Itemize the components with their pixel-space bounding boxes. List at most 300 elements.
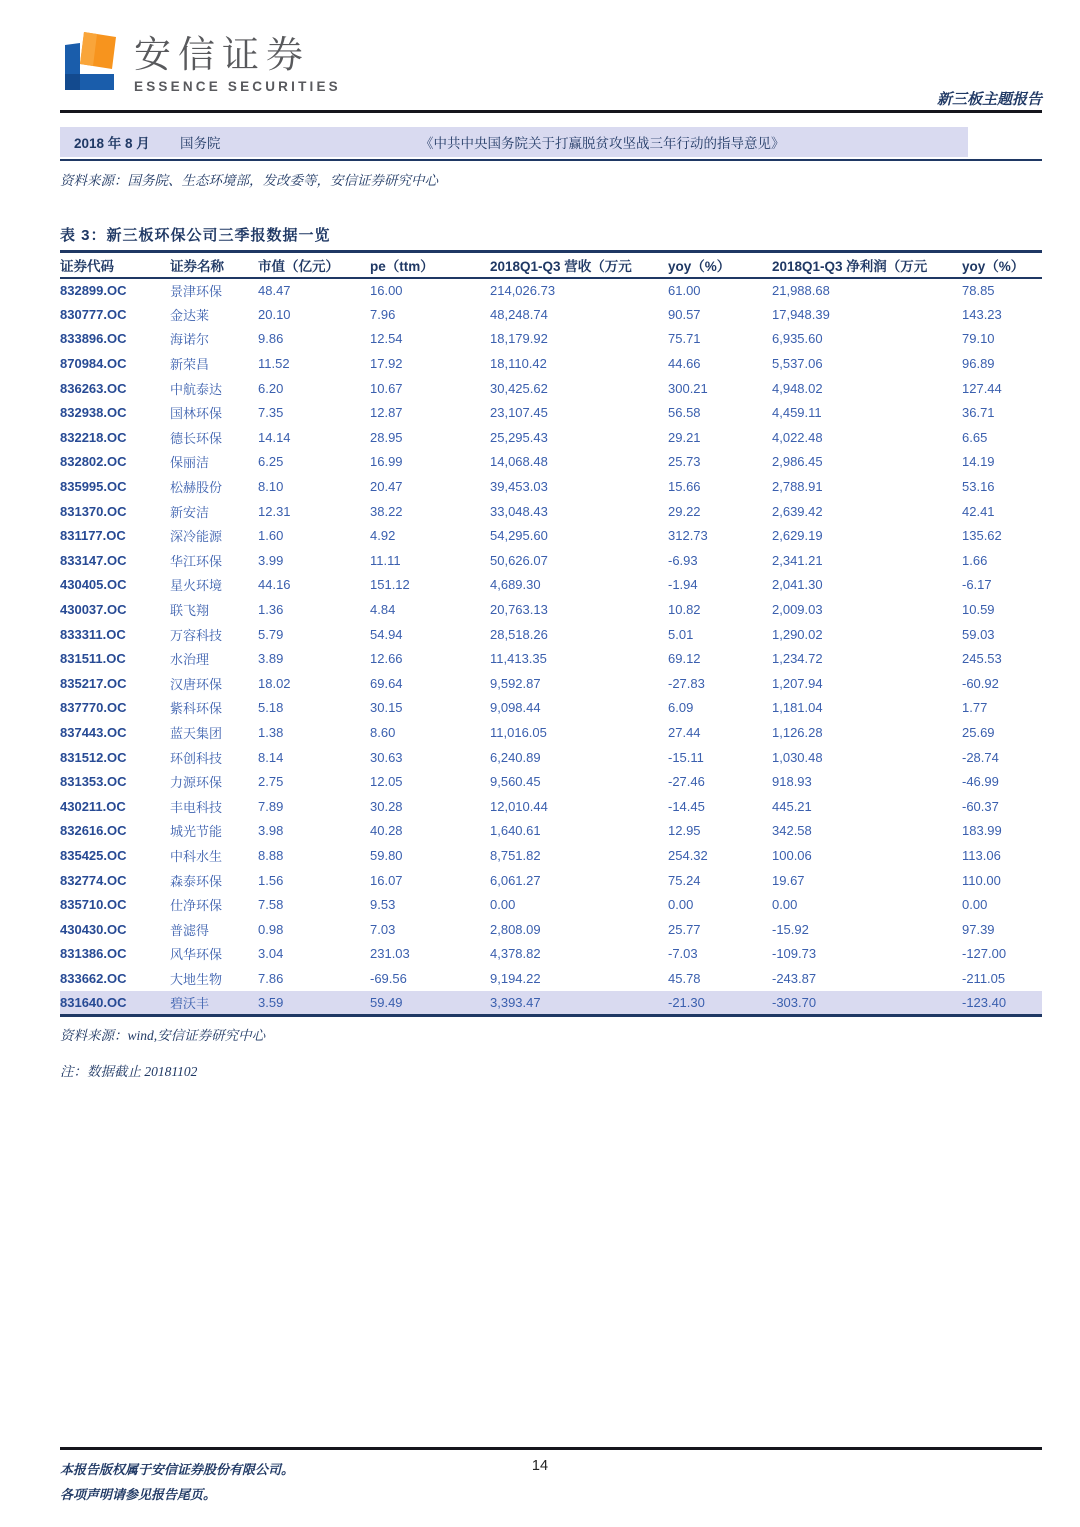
cell-profit: 5,537.06 [772, 356, 823, 372]
data-table [60, 250, 1042, 1017]
cell-rev-yoy: 69.12 [668, 651, 701, 667]
cell-revenue: 3,393.47 [490, 994, 541, 1010]
cell-name: 风华环保 [170, 947, 223, 963]
cell-mktcap: 9.86 [258, 331, 284, 347]
cell-revenue: 1,640.61 [490, 823, 541, 839]
cell-pe: 7.03 [370, 921, 396, 937]
cell-rev-yoy: 25.73 [668, 454, 701, 470]
cell-rev-yoy: 0.00 [668, 897, 694, 913]
table-row [60, 302, 1042, 327]
cell-pe: 12.87 [370, 405, 403, 421]
cell-profit-yoy: 110.00 [962, 872, 1001, 888]
cell-profit-yoy: 1.66 [962, 552, 988, 568]
cell-profit-yoy: 36.71 [962, 405, 995, 421]
cell-mktcap: 3.89 [258, 651, 284, 667]
cell-rev-yoy: 27.44 [668, 724, 701, 740]
cell-pe: 12.05 [370, 774, 403, 790]
cell-mktcap: 8.14 [258, 749, 284, 765]
cell-code: 835995.OC [60, 479, 127, 495]
cell-name: 松赫股份 [170, 480, 223, 496]
column-header-rev-yoy: yoy（%） [668, 252, 772, 278]
cell-name: 联飞翔 [170, 603, 210, 619]
cell-rev-yoy: 61.00 [668, 282, 701, 298]
cell-profit: 1,030.48 [772, 749, 823, 765]
policy-table-bottom-border [60, 159, 1042, 161]
cell-code: 831177.OC [60, 528, 126, 544]
cell-name: 新安洁 [170, 504, 210, 520]
cell-profit: 1,234.72 [772, 651, 823, 667]
cell-name: 海诺尔 [170, 332, 210, 348]
cell-rev-yoy: 300.21 [668, 380, 708, 396]
cell-profit: 2,341.21 [772, 552, 823, 568]
quarterly-report-table-section [60, 224, 1042, 1017]
cell-profit-yoy: 245.53 [962, 651, 1002, 667]
cell-mktcap: 2.75 [258, 774, 284, 790]
cell-profit: 2,629.19 [772, 528, 823, 544]
cell-pe: 4.92 [370, 528, 396, 544]
cell-code: 832774.OC [60, 872, 127, 888]
cell-code: 831511.OC [60, 651, 126, 667]
cell-pe: 20.47 [370, 479, 403, 495]
cell-code: 833147.OC [60, 552, 127, 568]
cell-rev-yoy: -1.94 [668, 577, 698, 593]
cell-name: 新荣昌 [170, 357, 210, 373]
cell-rev-yoy: 6.09 [668, 700, 694, 716]
cell-code: 836263.OC [60, 380, 127, 396]
cell-profit: 100.06 [772, 847, 812, 863]
brand-logo [60, 30, 1042, 94]
cell-revenue: 9,592.87 [490, 675, 541, 691]
column-header-mktcap: 市值（亿元） [258, 252, 370, 278]
cell-profit: 21,988.68 [772, 282, 830, 298]
cell-profit: 1,181.04 [772, 700, 823, 716]
cell-code: 832218.OC [60, 429, 127, 445]
cell-mktcap: 18.02 [258, 675, 291, 691]
table-row [60, 942, 1042, 967]
cell-pe: 151.12 [370, 577, 410, 593]
cell-pe: 16.00 [370, 282, 403, 298]
cell-mktcap: 7.35 [258, 405, 284, 421]
cell-rev-yoy: -15.11 [668, 749, 704, 765]
cell-pe: 11.11 [370, 552, 401, 568]
column-header-name: 证券名称 [170, 252, 258, 278]
table-row [60, 769, 1042, 794]
column-header-pe: pe（ttm） [370, 252, 490, 278]
cell-profit-yoy: 183.99 [962, 823, 1002, 839]
cell-name: 蓝天集团 [170, 725, 223, 741]
cell-profit-yoy: 42.41 [962, 503, 995, 519]
cell-profit-yoy: -46.99 [962, 774, 999, 790]
cell-profit-yoy: 127.44 [962, 380, 1002, 396]
cell-code: 832938.OC [60, 405, 127, 421]
cell-revenue: 6,061.27 [490, 872, 541, 888]
cell-pe: 28.95 [370, 429, 403, 445]
cell-revenue: 0.00 [490, 897, 516, 913]
policy-title: 《中共中央国务院关于打赢脱贫攻坚战三年行动的指导意见》 [420, 136, 785, 151]
cell-mktcap: 3.04 [258, 946, 284, 962]
table-row [60, 819, 1042, 844]
cell-profit: 445.21 [772, 798, 812, 814]
table-row [60, 671, 1042, 696]
cell-name: 中科水生 [170, 848, 223, 864]
cell-code: 833311.OC [60, 626, 126, 642]
cell-name: 森泰环保 [170, 873, 223, 889]
cell-profit: -15.92 [772, 921, 809, 937]
cell-profit-yoy: 79.10 [962, 331, 995, 347]
cell-pe: 30.28 [370, 798, 403, 814]
table-row [60, 376, 1042, 401]
cell-name: 中航泰达 [170, 381, 223, 397]
cell-name: 紫科环保 [170, 701, 223, 717]
cell-mktcap: 6.20 [258, 380, 284, 396]
cell-pe: 59.80 [370, 847, 403, 863]
brand-name-cn: 安信证券 [134, 34, 310, 75]
table-row [60, 745, 1042, 770]
cell-profit: 0.00 [772, 897, 798, 913]
cell-code: 430405.OC [60, 577, 127, 593]
cell-profit: 17,948.39 [772, 306, 830, 322]
brand-text [134, 36, 341, 94]
cell-profit: 2,009.03 [772, 602, 823, 618]
policy-table-row [60, 127, 968, 157]
cell-profit: -243.87 [772, 970, 817, 986]
cell-rev-yoy: 312.73 [668, 528, 708, 544]
footer-copyright-line2: 各项声明请参见报告尾页。 [60, 1486, 217, 1502]
cell-name: 汉唐环保 [170, 676, 223, 692]
cell-code: 831512.OC [60, 749, 127, 765]
cell-revenue: 4,689.30 [490, 577, 541, 593]
cell-code: 837443.OC [60, 724, 127, 740]
cell-name: 环创科技 [170, 750, 223, 766]
cell-rev-yoy: 75.24 [668, 872, 701, 888]
cell-mktcap: 1.38 [258, 724, 284, 740]
cell-revenue: 14,068.48 [490, 454, 548, 470]
footer-divider [60, 1447, 1042, 1450]
cell-pe: 16.07 [370, 872, 403, 888]
cell-rev-yoy: 56.58 [668, 405, 701, 421]
cell-profit-yoy: -211.05 [962, 970, 1006, 986]
cell-mktcap: 14.14 [258, 429, 291, 445]
cell-profit-yoy: -127.00 [962, 946, 1007, 962]
cell-profit: 4,948.02 [772, 380, 823, 396]
cell-rev-yoy: 12.95 [668, 823, 701, 839]
table-row [60, 696, 1042, 721]
cell-revenue: 2,808.09 [490, 921, 541, 937]
cell-profit-yoy: -60.37 [962, 798, 999, 814]
cell-profit: 2,788.91 [772, 479, 823, 495]
cell-mktcap: 5.18 [258, 700, 284, 716]
cell-rev-yoy: 44.66 [668, 356, 701, 372]
cell-revenue: 8,751.82 [490, 847, 541, 863]
cell-code: 831353.OC [60, 774, 127, 790]
cell-pe: 8.60 [370, 724, 396, 740]
cell-profit-yoy: 78.85 [962, 282, 995, 298]
cell-pe: 30.63 [370, 749, 403, 765]
cell-profit: 342.58 [772, 823, 812, 839]
cell-pe: 30.15 [370, 700, 403, 716]
cell-revenue: 9,098.44 [490, 700, 541, 716]
table-row [60, 278, 1042, 303]
cell-rev-yoy: 29.21 [668, 429, 701, 445]
cell-code: 835217.OC [60, 675, 127, 691]
cell-profit-yoy: 1.77 [962, 700, 988, 716]
cell-name: 城光节能 [170, 824, 223, 840]
cell-code: 837770.OC [60, 700, 127, 716]
cell-mktcap: 1.56 [258, 872, 284, 888]
cell-revenue: 11,413.35 [490, 651, 547, 667]
cell-name: 大地生物 [170, 971, 223, 987]
cell-profit: 2,986.45 [772, 454, 823, 470]
column-header-revenue: 2018Q1-Q3 营收（万元 [490, 252, 668, 278]
cell-profit-yoy: -60.92 [962, 675, 999, 691]
cell-code: 831640.OC [60, 994, 127, 1010]
cell-mktcap: 48.47 [258, 282, 291, 298]
table-row [60, 474, 1042, 499]
table-row [60, 400, 1042, 425]
cell-pe: 69.64 [370, 675, 403, 691]
cell-profit-yoy: 6.65 [962, 429, 988, 445]
cell-mktcap: 3.98 [258, 823, 284, 839]
cell-revenue: 18,110.42 [490, 356, 547, 372]
cell-profit-yoy: 135.62 [962, 528, 1002, 544]
cell-pe: 231.03 [370, 946, 410, 962]
cell-pe: 7.96 [370, 306, 396, 322]
column-header-profit-yoy: yoy（%） [962, 252, 1042, 278]
cell-code: 835425.OC [60, 847, 127, 863]
cell-mktcap: 12.31 [258, 503, 291, 519]
cell-code: 832616.OC [60, 823, 127, 839]
table-row [60, 917, 1042, 942]
cell-name: 星火环境 [170, 578, 223, 594]
cell-code: 833896.OC [60, 331, 127, 347]
essence-securities-logo-icon [60, 30, 120, 94]
cell-profit: 1,290.02 [772, 626, 823, 642]
page-number: 14 [531, 1458, 549, 1474]
cell-name: 丰电科技 [170, 799, 223, 815]
cell-name: 景津环保 [170, 283, 223, 299]
cell-revenue: 18,179.92 [490, 331, 548, 347]
table-row [60, 573, 1042, 598]
cell-pe: 54.94 [370, 626, 403, 642]
cell-profit-yoy: 96.89 [962, 356, 995, 372]
cell-revenue: 9,194.22 [490, 970, 541, 986]
cell-code: 430211.OC [60, 798, 126, 814]
cell-profit-yoy: -28.74 [962, 749, 999, 765]
table-row [60, 425, 1042, 450]
column-header-code: 证券代码 [60, 252, 170, 278]
cell-profit-yoy: 14.19 [962, 454, 995, 470]
cell-pe: 12.66 [370, 651, 403, 667]
cell-pe: 40.28 [370, 823, 403, 839]
cell-profit-yoy: 10.59 [962, 602, 995, 618]
cell-revenue: 50,626.07 [490, 552, 548, 568]
cell-profit-yoy: -6.17 [962, 577, 992, 593]
cell-profit: 4,459.11 [772, 405, 822, 421]
cell-mktcap: 20.10 [258, 306, 291, 322]
cell-mktcap: 5.79 [258, 626, 284, 642]
table-title: 表 3：新三板环保公司三季报数据一览 [60, 227, 331, 244]
cell-rev-yoy: -6.93 [668, 552, 698, 568]
table-row [60, 597, 1042, 622]
cell-name: 力源环保 [170, 775, 223, 791]
policy-issuer: 国务院 [180, 136, 221, 151]
cell-profit-yoy: 59.03 [962, 626, 995, 642]
cell-profit: 6,935.60 [772, 331, 823, 347]
cell-name: 国林环保 [170, 406, 223, 422]
cell-pe: 16.99 [370, 454, 403, 470]
page-header [60, 30, 1042, 112]
table-row [60, 622, 1042, 647]
cell-profit: 2,041.30 [772, 577, 823, 593]
cell-code: 430430.OC [60, 921, 127, 937]
policy-source-note: 资料来源：国务院、生态环境部，发改委等，安信证券研究中心 [60, 173, 438, 188]
cell-name: 碧沃丰 [170, 995, 210, 1011]
table-row [60, 843, 1042, 868]
cell-rev-yoy: 45.78 [668, 970, 701, 986]
cell-code: 831386.OC [60, 946, 127, 962]
cell-rev-yoy: 10.82 [668, 602, 701, 618]
cell-rev-yoy: -21.30 [668, 994, 705, 1010]
table-row [60, 499, 1042, 524]
cell-rev-yoy: 15.66 [668, 479, 701, 495]
cell-profit: 19.67 [772, 872, 805, 888]
cell-mktcap: 3.59 [258, 994, 284, 1010]
cell-profit-yoy: 0.00 [962, 897, 988, 913]
cell-name: 深冷能源 [170, 529, 223, 545]
cell-revenue: 214,026.73 [490, 282, 556, 298]
table-row [60, 351, 1042, 376]
cell-profit: 4,022.48 [772, 429, 823, 445]
cell-revenue: 6,240.89 [490, 749, 541, 765]
cell-code: 833662.OC [60, 970, 127, 986]
cell-revenue: 33,048.43 [490, 503, 548, 519]
cell-mktcap: 11.52 [258, 356, 290, 372]
cell-mktcap: 1.60 [258, 528, 284, 544]
cell-code: 832899.OC [60, 282, 127, 298]
table-header-row [60, 252, 1042, 278]
report-type-label: 新三板主题报告 [936, 92, 1042, 108]
cell-profit-yoy: 25.69 [962, 724, 995, 740]
cell-pe: 4.84 [370, 602, 396, 618]
cell-name: 华江环保 [170, 553, 223, 569]
cell-profit-yoy: 143.23 [962, 306, 1002, 322]
cell-revenue: 54,295.60 [490, 528, 548, 544]
table-row [60, 868, 1042, 893]
cell-mktcap: 6.25 [258, 454, 284, 470]
policy-date: 2018 年 8 月 [74, 136, 150, 151]
cell-name: 万容科技 [170, 627, 223, 643]
table-data-cutoff-note: 注：数据截止 20181102 [60, 1064, 198, 1079]
cell-revenue: 4,378.82 [490, 946, 541, 962]
cell-profit-yoy: 53.16 [962, 479, 995, 495]
cell-name: 金达莱 [170, 307, 210, 323]
cell-rev-yoy: -7.03 [668, 946, 698, 962]
table-body [60, 278, 1042, 1016]
cell-profit-yoy: 97.39 [962, 921, 995, 937]
cell-pe: -69.56 [370, 970, 407, 986]
cell-profit: 1,207.94 [772, 675, 823, 691]
cell-revenue: 20,763.13 [490, 602, 548, 618]
cell-profit: -109.73 [772, 946, 817, 962]
table-row [60, 646, 1042, 671]
brand-name-en: ESSENCE SECURITIES [134, 78, 341, 94]
cell-mktcap: 7.86 [258, 970, 284, 986]
cell-rev-yoy: -14.45 [668, 798, 705, 814]
header-divider [60, 110, 1042, 113]
cell-pe: 12.54 [370, 331, 403, 347]
cell-pe: 9.53 [370, 897, 396, 913]
cell-revenue: 11,016.05 [490, 724, 547, 740]
table-row [60, 523, 1042, 548]
cell-profit: 2,639.42 [772, 503, 823, 519]
cell-mktcap: 44.16 [258, 577, 291, 593]
table-row [60, 720, 1042, 745]
cell-mktcap: 0.98 [258, 921, 284, 937]
cell-mktcap: 8.88 [258, 847, 284, 863]
cell-profit: -303.70 [772, 994, 817, 1010]
cell-pe: 38.22 [370, 503, 403, 519]
cell-code: 870984.OC [60, 356, 127, 372]
table-row [60, 794, 1042, 819]
cell-rev-yoy: -27.83 [668, 675, 705, 691]
cell-code: 835710.OC [60, 897, 127, 913]
cell-revenue: 30,425.62 [490, 380, 548, 396]
column-header-profit: 2018Q1-Q3 净利润（万元 [772, 252, 962, 278]
cell-revenue: 23,107.45 [490, 405, 548, 421]
cell-pe: 59.49 [370, 994, 403, 1010]
cell-name: 仕净环保 [170, 898, 223, 914]
table-row [60, 450, 1042, 475]
cell-revenue: 28,518.26 [490, 626, 548, 642]
table-source-note: 资料来源：wind,安信证券研究中心 [60, 1028, 266, 1043]
cell-rev-yoy: 25.77 [668, 921, 701, 937]
cell-revenue: 25,295.43 [490, 429, 548, 445]
cell-code: 430037.OC [60, 602, 127, 618]
cell-mktcap: 3.99 [258, 552, 284, 568]
table-row [60, 327, 1042, 352]
cell-profit: 918.93 [772, 774, 812, 790]
cell-profit: 1,126.28 [772, 724, 823, 740]
cell-mktcap: 7.89 [258, 798, 284, 814]
cell-name: 保丽洁 [170, 455, 210, 471]
cell-name: 水治理 [170, 652, 210, 668]
cell-mktcap: 1.36 [258, 602, 284, 618]
table-row [60, 892, 1042, 917]
table-row [60, 548, 1042, 573]
cell-revenue: 48,248.74 [490, 306, 548, 322]
cell-rev-yoy: -27.46 [668, 774, 705, 790]
cell-revenue: 39,453.03 [490, 479, 548, 495]
cell-pe: 17.92 [370, 356, 403, 372]
footer-copyright-line1: 本报告版权属于安信证券股份有限公司。 [60, 1462, 295, 1477]
cell-revenue: 9,560.45 [490, 774, 541, 790]
cell-name: 普滤得 [170, 922, 210, 938]
cell-rev-yoy: 75.71 [668, 331, 701, 347]
cell-revenue: 12,010.44 [490, 798, 548, 814]
cell-code: 832802.OC [60, 454, 127, 470]
cell-code: 831370.OC [60, 503, 127, 519]
cell-mktcap: 8.10 [258, 479, 284, 495]
cell-profit-yoy: -123.40 [962, 994, 1007, 1010]
cell-pe: 10.67 [370, 380, 403, 396]
cell-rev-yoy: 90.57 [668, 306, 701, 322]
table-row [60, 991, 1042, 1016]
cell-profit-yoy: 113.06 [962, 847, 1001, 863]
cell-name: 德长环保 [170, 430, 223, 446]
table-row [60, 966, 1042, 991]
cell-rev-yoy: 254.32 [668, 847, 708, 863]
cell-mktcap: 7.58 [258, 897, 284, 913]
